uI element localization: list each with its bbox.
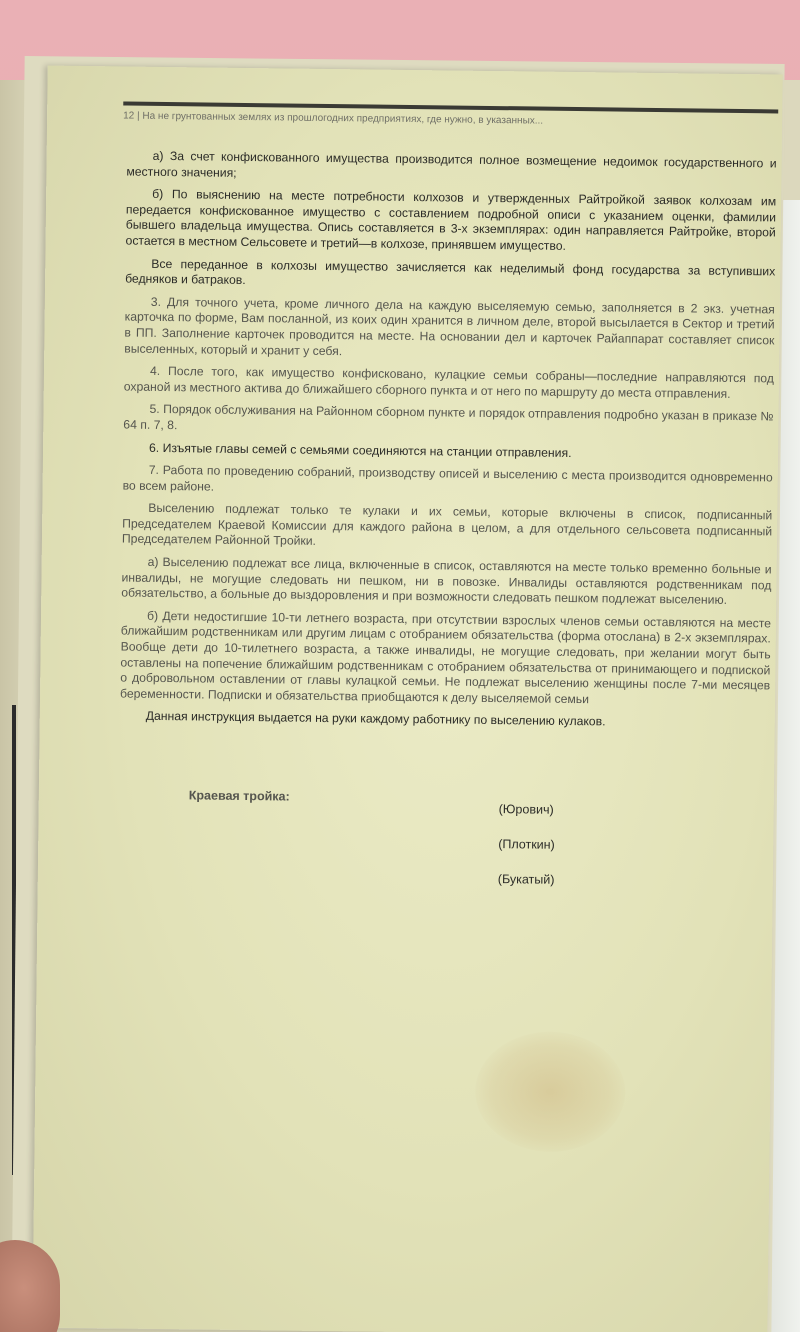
signer-yurovich: (Юрович) xyxy=(498,802,554,817)
document-body xyxy=(120,149,777,740)
paragraph-a-confiscation: а) За счет конфискованного имущества производится полное возмещение недоимок государственного и местного значения; xyxy=(126,148,777,180)
signature-block xyxy=(117,781,769,969)
document-page xyxy=(32,66,782,1332)
paragraph-3-accounting: 3. Для точного учета, кроме личного дела на каждую выселяемую семью, заполняется в 2 экз. учетная карточка по форме, Вам посланной, из коих один хранится в личном деле, второй высылается в Сектор и третий в ПП. Заполнение карточек проводится на месте. На основании дел и карточек Райаппарат составляет список выселенных, который и хранит у себя. xyxy=(124,294,775,358)
paragraph-7-simultaneous: 7. Работа по проведению собраний, производству описей и выселению с места производится одновременно во всем районе. xyxy=(122,462,773,494)
paragraph-a-sick-invalids: а) Выселению подлежат все лица, включенные в список, оставляются на месте только временно больные и инвалиды, не могущие следовать ни пешком, ни в повозке. Инвалиды оставляются родственникам под обязательство, а больные до выздоровления и при возможности следовать пешком подлежат выселению. xyxy=(121,554,772,608)
paragraph-indivisible-fund: Все переданное в колхозы имущество зачисляется как неделимый фонд государства за вступивших бедняков и батраков. xyxy=(125,256,776,288)
paragraph-6-reunion: 6. Изъятые главы семей с семьями соединяются на станции отправления. xyxy=(148,440,572,460)
paragraph-b-children: б) Дети недостигшие 10-ти летнего возраста, при отсутствии взрослых членов семьи оставляются на месте ближайшим родственникам или другим лицам с отобранием обязательства (форма отослана) в 2-х экземплярах. Вообще дети до 10-тилетнего возраста, а также инвалиды, не могущие следовать, при желании могут быть оставлены на попечение ближайшим родственникам с отобранием обязательства от принимающего и подпиской о добровольном оставлении от главы кулацкой семьи. Не подлежат выселению женщины после 7-ми месяцев беременности. Подписки и обязательства приобщаются к делу выселяемой семьи xyxy=(119,608,772,707)
paragraph-closing-instruction: Данная инструкция выдается на руки каждому работнику по выселению кулаков. xyxy=(145,709,606,729)
signer-plotkin: (Плоткин) xyxy=(498,837,555,852)
signer-bukatyi: (Букатый) xyxy=(497,872,555,887)
paragraph-list-only: Выселению подлежат только те кулаки и их семьи, которые включены в список, подписанный Председателем Краевой Комиссии для каждого района в целом, а для отдельного сельсовета подписанный Председателем Районной Тройки. xyxy=(121,501,773,549)
paragraph-5-procedure: 5. Порядок обслуживания на Районном сборном пункте и порядок отправления подробно указан в приказе № 64 п. 7, 8. xyxy=(123,402,774,433)
paragraph-4-escort: 4. После того, как имущество конфисковано, кулацкие семьи собраны—последние направляются под охраной из местного актива до ближайшего сборного пункта и от него по маршруту до места отправления. xyxy=(123,363,775,401)
page-header: 12 | На не грунтованных землях из прошлогодних предприятиях, где нужно, в указанных... xyxy=(123,110,544,127)
paper-stain xyxy=(475,1031,626,1153)
paragraph-b-transfer: б) По выяснению на месте потребности колхозов и утвержденных Райтройкой заявок колхозам им передается конфискованное имущество с составлением подробной описи с указанием оценки, фамилии бывшего владельца имущества. Опись составляется в 3-х экземплярах: один направляется Райтройке, второй остается в местном Сельсовете и третий—в колхозе, принявшем имущество. xyxy=(125,187,777,253)
signature-title: Краевая тройка: xyxy=(188,788,290,804)
